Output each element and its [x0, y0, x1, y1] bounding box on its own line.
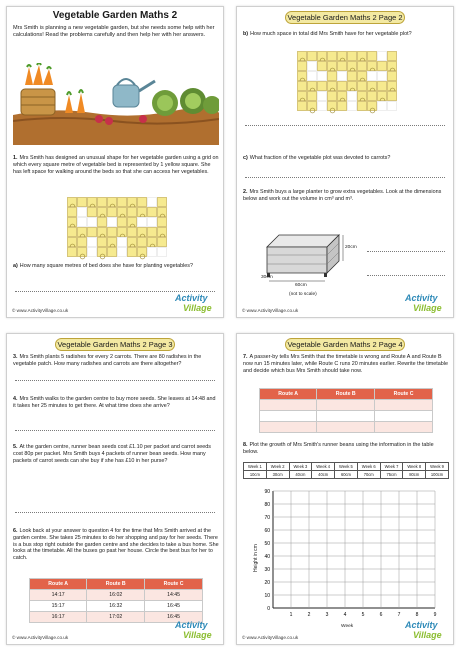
y-tick-label: 10	[264, 593, 270, 599]
x-tick-label: 8	[415, 612, 419, 618]
question-number: 4.	[13, 396, 18, 402]
vegetable-bed-square	[367, 81, 377, 91]
table-cell[interactable]: 14:17	[30, 590, 87, 601]
table-header: Route A	[260, 389, 317, 400]
x-axis-label: Week	[341, 624, 354, 629]
garden-grid	[297, 51, 397, 111]
question-number: 3.	[13, 354, 18, 360]
vegetable-bed-square	[297, 101, 307, 111]
path-square	[77, 207, 87, 217]
vegetable-bed-square	[127, 227, 137, 237]
y-tick-label: 70	[264, 515, 270, 521]
path-square	[117, 237, 127, 247]
path-square	[307, 61, 317, 71]
path-square	[147, 217, 157, 227]
answer-line[interactable]	[367, 251, 445, 252]
table-row	[244, 471, 449, 479]
vegetable-bed-square	[117, 227, 127, 237]
path-square	[147, 247, 157, 257]
week-header-cell: Week 8	[403, 463, 426, 471]
x-tick-label: 6	[379, 612, 383, 618]
vegetable-bed-square	[97, 197, 107, 207]
vegetable-bed-square	[127, 197, 137, 207]
vegetable-bed-square	[137, 247, 147, 257]
y-tick-label: 80	[264, 502, 270, 508]
vegetable-bed-square	[367, 91, 377, 101]
path-square	[157, 247, 167, 257]
page-title: Vegetable Garden Maths 2 Page 3	[55, 338, 175, 351]
table-cell[interactable]	[375, 422, 433, 433]
vegetable-bed-square	[347, 61, 357, 71]
dimension-height: 20cm	[345, 245, 357, 250]
x-tick-label: 2	[307, 612, 311, 618]
bus-timetable	[29, 578, 203, 623]
table-cell[interactable]: 16:45	[145, 612, 203, 623]
vegetable-bed-square	[127, 237, 137, 247]
answer-line[interactable]	[245, 125, 445, 126]
answer-line[interactable]	[15, 430, 215, 431]
vegetable-bed-square	[117, 197, 127, 207]
table-header: Route B	[87, 579, 145, 590]
route-timetable	[259, 388, 433, 433]
table-header: Route C	[145, 579, 203, 590]
question-number: 1.	[13, 155, 18, 161]
question-3	[13, 354, 219, 368]
vegetable-bed-square	[157, 237, 167, 247]
table-cell[interactable]: 14:45	[145, 590, 203, 601]
vegetable-bed-square	[327, 61, 337, 71]
vegetable-bed-square	[327, 101, 337, 111]
path-square	[347, 101, 357, 111]
question-text: At the garden centre, runner bean seeds cost £1.10 per packet and carrot seeds cost 80p per packet. Mrs Smith buys 4 packets of runner bean seeds. How many packets of carrot seeds can she buy if she has £10 in her purse?	[13, 444, 211, 464]
vegetable-bed-square	[87, 207, 97, 217]
height-cell: 10cm	[244, 471, 267, 479]
week-header-cell: Week 4	[312, 463, 335, 471]
vegetable-bed-square	[157, 197, 167, 207]
height-cell: 40cm	[289, 471, 312, 479]
height-cell: 60cm	[335, 471, 358, 479]
week-header-cell: Week 7	[380, 463, 403, 471]
vegetable-bed-square	[337, 61, 347, 71]
answer-line[interactable]	[245, 177, 445, 178]
vegetable-bed-square	[107, 207, 117, 217]
vegetable-bed-square	[147, 237, 157, 247]
activity-village-logo	[175, 620, 219, 642]
path-square	[317, 101, 327, 111]
vegetable-bed-square	[357, 71, 367, 81]
vegetable-bed-square	[87, 197, 97, 207]
logo-text: Activity	[405, 620, 438, 630]
question-text: Look back at your answer to question 4 for the time that Mrs Smith arrived at the garden centre. She takes 25 minutes to do her shopping and pay for her seeds. There is a bus stop right outside the garden centre and she decides to take a bus home. She looks at the timetable. All the buses go past her house. Circle the best bus for her to catch.	[13, 528, 219, 562]
week-header-cell: Week 3	[289, 463, 312, 471]
vegetable-bed-square	[107, 197, 117, 207]
table-row	[30, 590, 203, 601]
y-tick-label: 60	[264, 528, 270, 534]
table-cell[interactable]	[375, 400, 433, 411]
growth-table	[243, 462, 449, 479]
answer-line[interactable]	[367, 275, 445, 276]
question-text: Plot the growth of Mrs Smith's runner beans using the information in the table below.	[243, 442, 434, 455]
table-cell[interactable]	[317, 411, 375, 422]
vegetable-bed-square	[77, 237, 87, 247]
table-cell[interactable]	[375, 411, 433, 422]
week-header-cell: Week 6	[357, 463, 380, 471]
vegetable-bed-square	[357, 81, 367, 91]
path-square	[367, 71, 377, 81]
vegetable-bed-square	[337, 101, 347, 111]
path-square	[87, 247, 97, 257]
x-tick-label: 1	[289, 612, 293, 618]
vegetable-bed-square	[317, 51, 327, 61]
footer-url: © www.ActivityVillage.co.uk	[242, 635, 299, 640]
vegetable-bed-square	[137, 197, 147, 207]
table-row	[260, 400, 433, 411]
vegetable-bed-square	[97, 207, 107, 217]
vegetable-bed-square	[387, 61, 397, 71]
path-square	[377, 101, 387, 111]
table-row	[30, 601, 203, 612]
activity-village-logo	[175, 293, 219, 315]
vegetable-bed-square	[387, 71, 397, 81]
y-tick-label: 50	[264, 541, 270, 547]
answer-line[interactable]	[15, 512, 215, 513]
y-axis-label: Height in cm	[253, 544, 259, 572]
x-tick-label: 4	[343, 612, 347, 618]
vegetable-bed-square	[147, 227, 157, 237]
logo-text: Village	[413, 630, 442, 640]
height-cell: 80cm	[403, 471, 426, 479]
question-text: Mrs Smith plants 5 radishes for every 2 carrots. There are 80 radishes in the vegetable patch. How many radishes and carrots are there altogether?	[13, 354, 202, 367]
vegetable-bed-square	[67, 237, 77, 247]
vegetable-bed-square	[367, 101, 377, 111]
vegetable-bed-square	[307, 81, 317, 91]
vegetable-bed-square	[107, 227, 117, 237]
table-cell[interactable]: 16:17	[30, 612, 87, 623]
vegetable-bed-square	[337, 81, 347, 91]
vegetable-bed-square	[357, 61, 367, 71]
activity-village-logo	[405, 620, 449, 642]
table-cell[interactable]	[260, 400, 317, 411]
vegetable-bed-square	[327, 51, 337, 61]
vegetable-bed-square	[97, 217, 107, 227]
vegetable-bed-square	[67, 227, 77, 237]
question-4	[13, 396, 219, 410]
question-text: A passer-by tells Mrs Smith that the timetable is wrong and Route A and Route B now run 15 minutes later, while Route C runs 20 minutes earlier. Rewrite the timetable and decide which bus Mrs Smith should take now.	[243, 354, 448, 374]
page-title: Vegetable Garden Maths 2 Page 2	[285, 11, 405, 24]
question-number: 8.	[243, 442, 248, 448]
height-cell: 40cm	[312, 471, 335, 479]
path-square	[307, 71, 317, 81]
question-number: 2.	[243, 189, 248, 195]
worksheet-page-1	[6, 6, 224, 318]
vegetable-bed-square	[107, 247, 117, 257]
answer-line[interactable]	[15, 380, 215, 381]
vegetable-bed-square	[307, 51, 317, 61]
vegetable-bed-square	[357, 51, 367, 61]
answer-line[interactable]	[15, 291, 215, 292]
vegetable-bed-square	[347, 81, 357, 91]
table-cell[interactable]	[317, 422, 375, 433]
week-header-cell: Week 2	[266, 463, 289, 471]
not-to-scale-note: (not to scale)	[289, 292, 317, 297]
path-square	[147, 197, 157, 207]
vegetable-bed-square	[117, 207, 127, 217]
vegetable-bed-square	[157, 217, 167, 227]
vegetable-bed-square	[337, 91, 347, 101]
dimension-width: 30cm	[261, 275, 273, 280]
logo-text: Village	[183, 303, 212, 313]
week-header-cell: Week 1	[244, 463, 267, 471]
vegetable-bed-square	[297, 71, 307, 81]
vegetable-bed-square	[317, 61, 327, 71]
vegetable-bed-square	[97, 227, 107, 237]
footer-url: © www.ActivityVillage.co.uk	[12, 635, 69, 640]
x-tick-label: 7	[397, 612, 401, 618]
question-1b	[243, 31, 449, 38]
x-tick-label: 3	[325, 612, 329, 618]
page-title: Vegetable Garden Maths 2 Page 4	[285, 338, 405, 351]
question-1c	[243, 155, 449, 162]
vegetable-bed-square	[67, 217, 77, 227]
vegetable-bed-square	[377, 81, 387, 91]
vegetable-bed-square	[327, 91, 337, 101]
vegetable-bed-square	[387, 51, 397, 61]
vegetable-bed-square	[307, 101, 317, 111]
vegetable-bed-square	[77, 197, 87, 207]
question-text: Mrs Smith buys a large planter to grow extra vegetables. Look at the dimensions below and work out the volume in cm³ and m³.	[243, 189, 442, 202]
table-cell[interactable]	[260, 422, 317, 433]
height-cell: 100cm	[426, 471, 449, 479]
question-number: 6.	[13, 528, 18, 534]
vegetable-bed-square	[97, 247, 107, 257]
table-cell[interactable]	[317, 400, 375, 411]
path-square	[377, 71, 387, 81]
table-cell[interactable]: 17:02	[87, 612, 145, 623]
vegetable-bed-square	[77, 247, 87, 257]
vegetable-bed-square	[67, 247, 77, 257]
path-square	[87, 217, 97, 227]
vegetable-bed-square	[347, 71, 357, 81]
question-text: How many square metres of bed does she have for planting vegetables?	[19, 263, 194, 269]
logo-text: Activity	[175, 293, 208, 303]
question-7	[243, 354, 449, 374]
path-square	[387, 101, 397, 111]
garden-grid	[67, 197, 167, 257]
path-square	[347, 91, 357, 101]
path-square	[337, 71, 347, 81]
path-square	[77, 217, 87, 227]
vegetable-bed-square	[297, 61, 307, 71]
table-cell[interactable]: 16:02	[87, 590, 145, 601]
height-cell: 30cm	[266, 471, 289, 479]
question-1a	[13, 263, 219, 270]
week-header-cell: Week 5	[335, 463, 358, 471]
height-cell: 70cm	[357, 471, 380, 479]
table-row	[260, 422, 433, 433]
vegetable-bed-square	[107, 237, 117, 247]
table-header: Route C	[375, 389, 433, 400]
footer-url: © www.ActivityVillage.co.uk	[242, 308, 299, 313]
question-8	[243, 442, 449, 456]
question-2	[243, 189, 449, 203]
path-square	[87, 237, 97, 247]
table-row	[260, 411, 433, 422]
question-number: 7.	[243, 354, 248, 360]
footer-url: © www.ActivityVillage.co.uk	[12, 308, 69, 313]
vegetable-bed-square	[137, 207, 147, 217]
y-tick-label: 20	[264, 580, 270, 586]
path-square	[107, 217, 117, 227]
growth-graph-grid	[237, 484, 454, 624]
table-cell[interactable]: 16:32	[87, 601, 145, 612]
vegetable-bed-square	[157, 227, 167, 237]
vegetable-bed-square	[387, 81, 397, 91]
vegetable-bed-square	[67, 207, 77, 217]
question-label: c)	[243, 155, 248, 161]
question-1	[13, 155, 219, 175]
activity-village-logo	[405, 293, 449, 315]
y-tick-label: 40	[264, 554, 270, 560]
page-title: Vegetable Garden Maths 2	[52, 10, 178, 21]
vegetable-bed-square	[347, 51, 357, 61]
vegetable-bed-square	[77, 227, 87, 237]
vegetable-bed-square	[367, 61, 377, 71]
vegetable-bed-square	[137, 227, 147, 237]
vegetable-bed-square	[367, 51, 377, 61]
vegetable-bed-square	[357, 101, 367, 111]
garden-illustration	[13, 63, 219, 145]
table-row	[244, 463, 449, 471]
vegetable-bed-square	[127, 217, 137, 227]
question-label: b)	[243, 31, 249, 37]
y-tick-label: 90	[264, 489, 270, 495]
vegetable-bed-square	[87, 227, 97, 237]
question-text: Mrs Smith walks to the garden centre to buy more seeds. She leaves at 14:48 and it takes her 25 minutes to get there. At what time does she arrive?	[13, 396, 216, 409]
vegetable-bed-square	[337, 51, 347, 61]
vegetable-bed-square	[97, 237, 107, 247]
intro-text: Mrs Smith is planning a new vegetable garden, but she needs some help with her calculations! Read the problems carefully and then help her with her answers.	[13, 25, 215, 38]
table-header: Route A	[30, 579, 87, 590]
vegetable-bed-square	[127, 207, 137, 217]
table-cell[interactable]: 16:45	[145, 601, 203, 612]
table-cell[interactable]: 15:17	[30, 601, 87, 612]
vegetable-bed-square	[357, 91, 367, 101]
table-header: Route B	[317, 389, 375, 400]
logo-text: Village	[413, 303, 442, 313]
week-header-cell: Week 9	[426, 463, 449, 471]
question-text: What fraction of the vegetable plot was devoted to carrots?	[249, 155, 391, 161]
vegetable-bed-square	[127, 247, 137, 257]
question-6	[13, 528, 219, 562]
worksheet-page-4	[236, 333, 454, 645]
vegetable-bed-square	[137, 237, 147, 247]
question-text: How much space in total did Mrs Smith have for her vegetable plot?	[250, 31, 412, 37]
path-square	[317, 71, 327, 81]
vegetable-bed-square	[317, 81, 327, 91]
path-square	[317, 91, 327, 101]
worksheet-page-2	[236, 6, 454, 318]
vegetable-bed-square	[67, 197, 77, 207]
logo-text: Activity	[175, 620, 208, 630]
vegetable-bed-square	[327, 71, 337, 81]
vegetable-bed-square	[387, 91, 397, 101]
question-label: a)	[13, 263, 18, 269]
table-cell[interactable]	[260, 411, 317, 422]
path-square	[137, 217, 147, 227]
logo-text: Village	[183, 630, 212, 640]
dimension-length: 60cm	[295, 283, 307, 288]
vegetable-bed-square	[327, 81, 337, 91]
vegetable-bed-square	[377, 61, 387, 71]
vegetable-bed-square	[157, 207, 167, 217]
question-number: 5.	[13, 444, 18, 450]
question-5	[13, 444, 219, 464]
question-text: Mrs Smith has designed an unusual shape for her vegetable garden using a grid on which every square metre of vegetable bed is represented by 1 yellow square. She has left space for walking around the beds so that she can access her vegetables.	[13, 155, 219, 175]
logo-text: Activity	[405, 293, 438, 303]
height-cell: 75cm	[380, 471, 403, 479]
vegetable-bed-square	[147, 207, 157, 217]
x-tick-label: 5	[361, 612, 365, 618]
vegetable-bed-square	[307, 91, 317, 101]
vegetable-bed-square	[297, 81, 307, 91]
vegetable-bed-square	[117, 217, 127, 227]
x-tick-label: 9	[433, 612, 437, 618]
vegetable-bed-square	[377, 91, 387, 101]
vegetable-bed-square	[297, 91, 307, 101]
worksheet-page-3	[6, 333, 224, 645]
y-tick-label: 0	[267, 606, 270, 612]
vegetable-bed-square	[297, 51, 307, 61]
path-square	[117, 247, 127, 257]
y-tick-label: 30	[264, 567, 270, 573]
path-square	[377, 51, 387, 61]
